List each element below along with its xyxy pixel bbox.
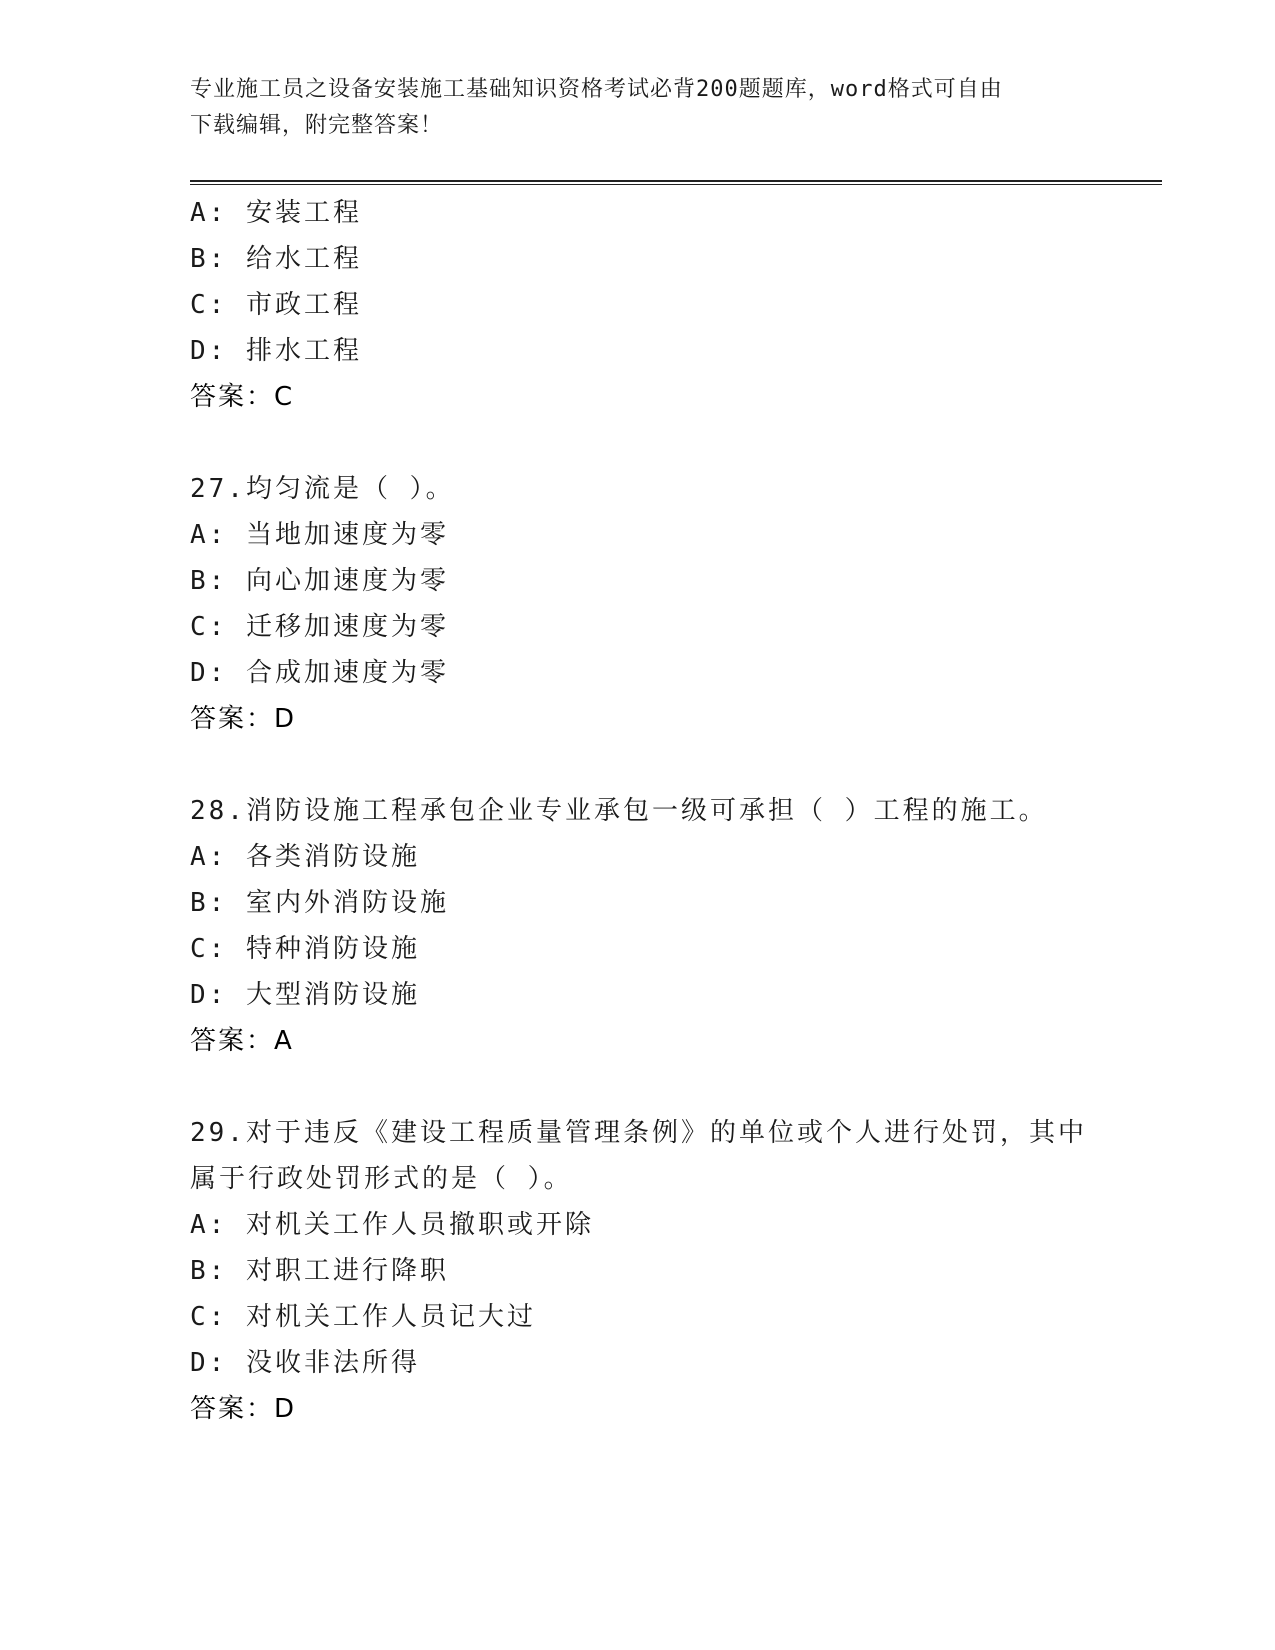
question-stem: 28.消防设施工程承包企业专业承包一级可承担（ ）工程的施工。	[190, 796, 1048, 826]
option-d: D: 排水工程	[190, 336, 362, 366]
option-c: C: 对机关工作人员记大过	[190, 1302, 536, 1332]
option-a: A: 对机关工作人员撤职或开除	[190, 1210, 594, 1240]
option-d: D: 合成加速度为零	[190, 658, 449, 688]
spacer	[190, 1064, 1150, 1110]
option-b: B: 对职工进行降职	[190, 1256, 449, 1286]
spacer	[190, 420, 1150, 466]
question-block	[190, 1110, 1150, 1432]
question-stem: 27.均匀流是（ ）。	[190, 474, 455, 504]
question-stem-line-1: 29.对于违反《建设工程质量管理条例》的单位或个人进行处罚，其中	[190, 1118, 1087, 1148]
answer-line: 答案：A	[190, 1026, 294, 1056]
question-list	[190, 190, 1150, 1432]
header-divider	[190, 180, 1162, 185]
option-b: B: 给水工程	[190, 244, 362, 274]
question-block	[190, 466, 1150, 742]
header-line-2: 下载编辑，附完整答案！	[190, 113, 444, 138]
option-a: A: 当地加速度为零	[190, 520, 449, 550]
option-c: C: 迁移加速度为零	[190, 612, 449, 642]
answer-line: 答案：D	[190, 1394, 297, 1424]
spacer	[190, 742, 1150, 788]
question-block	[190, 788, 1150, 1064]
option-d: D: 大型消防设施	[190, 980, 420, 1010]
question-stem-line-2: 属于行政处罚形式的是（ ）。	[190, 1164, 573, 1194]
question-block	[190, 190, 1150, 420]
header-line-1: 专业施工员之设备安装施工基础知识资格考试必背200题题库，word格式可自由	[190, 77, 1003, 102]
option-d: D: 没收非法所得	[190, 1348, 420, 1378]
option-a: A: 各类消防设施	[190, 842, 420, 872]
answer-line: 答案：D	[190, 704, 297, 734]
option-a: A: 安装工程	[190, 198, 362, 228]
document-header	[190, 72, 1090, 144]
answer-line: 答案：C	[190, 382, 295, 412]
option-b: B: 向心加速度为零	[190, 566, 449, 596]
option-c: C: 特种消防设施	[190, 934, 420, 964]
option-b: B: 室内外消防设施	[190, 888, 449, 918]
option-c: C: 市政工程	[190, 290, 362, 320]
